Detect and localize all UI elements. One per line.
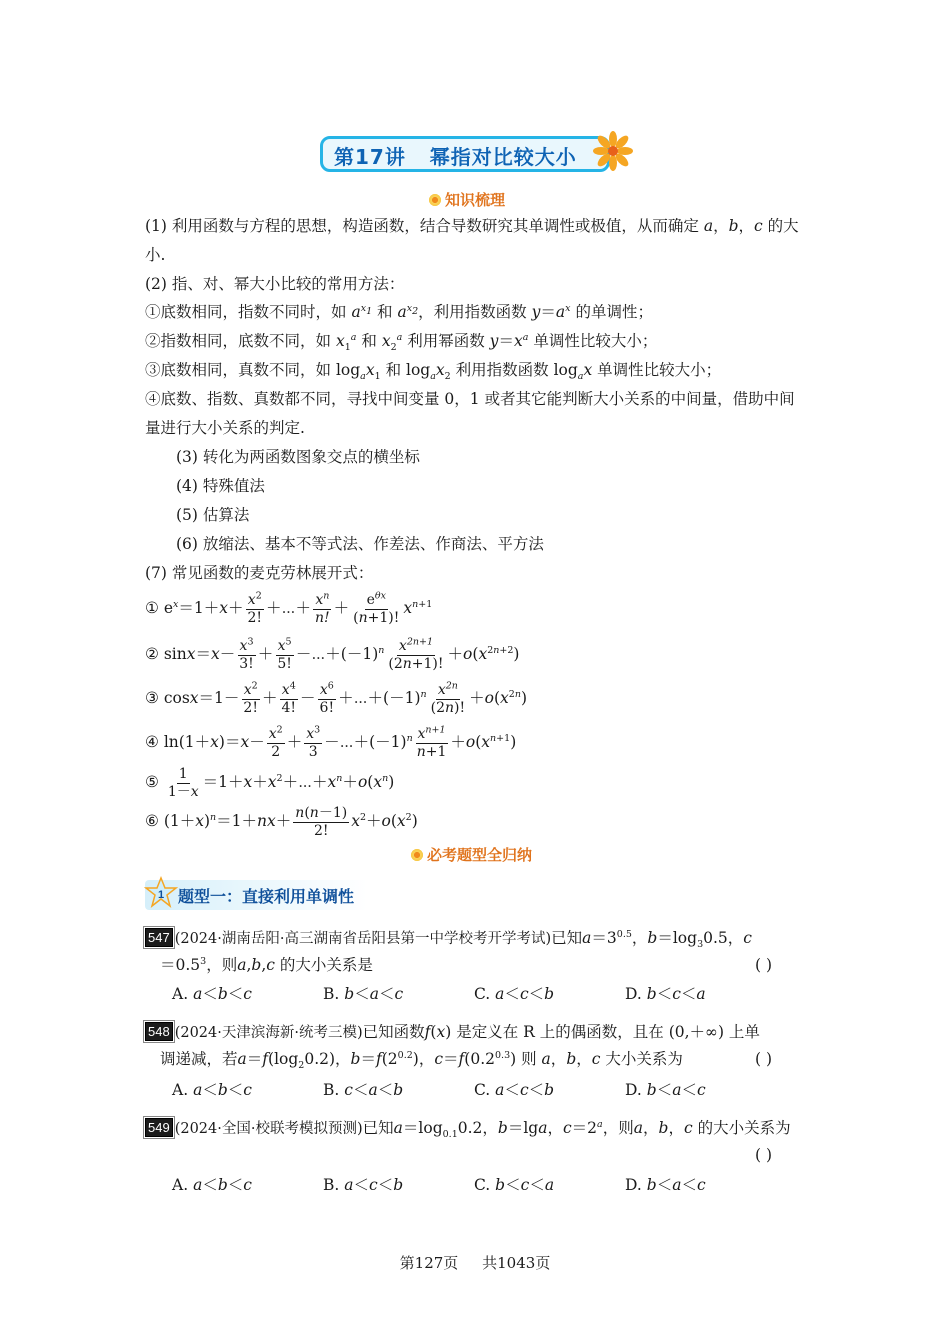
lecture-number: 第17讲 bbox=[334, 145, 406, 169]
question-number: 547 bbox=[145, 928, 173, 947]
question-549-line1: 549 (2024·全国·校联考模拟预测)已知$a=\log_{0.1}0.2$，b＝lga，$c=2^a$，则a，b，c 的大小关系为 bbox=[145, 1118, 791, 1139]
knowledge-p6: (6) 放缩法、基本不等式法、作差法、作商法、平方法 bbox=[176, 535, 544, 553]
option-c[interactable]: C. a＜c＜b bbox=[474, 1081, 555, 1099]
formula-binomial: ⑥ $(1+x)^n=1+nx+$ $\frac{n(n-1)}{2!}$ $x^2+o(x^2)$ bbox=[145, 804, 418, 839]
knowledge-p4: (4) 特殊值法 bbox=[176, 477, 265, 495]
method-1: ①底数相同，指数不同时，如 $a^{x_1}$ 和 $a^{x_2}$，利用指数函数 $y=a^x$ 的单调性； bbox=[145, 302, 653, 321]
answer-paren: ( ) bbox=[755, 1050, 773, 1068]
answer-paren: ( ) bbox=[755, 956, 773, 974]
question-547-line2: $=0.5^3$，则a,b,c 的大小关系是 bbox=[160, 955, 373, 974]
knowledge-p3: (3) 转化为两函数图象交点的横坐标 bbox=[176, 448, 420, 466]
answer-paren: ( ) bbox=[755, 1146, 773, 1164]
formula-cos: ③ cosx＝1－ $\frac{x^2}{2!}$ ＋ $\frac{x^4}{4!}$ － $\frac{x^6}{6!}$ $+\cdots+(-1)^n$ $\frac{x^{2n}}{(2n)!}$ $+o(x^{2n})$ bbox=[145, 679, 528, 716]
knowledge-p5: (5) 估算法 bbox=[176, 506, 250, 524]
star-icon bbox=[144, 876, 178, 910]
option-a[interactable]: A. a＜b＜c bbox=[172, 1081, 252, 1099]
question-number: 549 bbox=[145, 1118, 173, 1137]
question-548-line2: 调递减，若$a=f(\log_20.2)$，$b=f(2^{0.2})$，$c=f(0.2^{0.3})$ 则 a，b，c 大小关系为 bbox=[160, 1049, 683, 1072]
question-number: 548 bbox=[145, 1022, 173, 1041]
formula-sin: ② sinx＝x－ $\frac{x^3}{3!}$ ＋ $\frac{x^5}{5!}$ $-\cdots+(-1)^n$ $\frac{x^{2n+1}}{(2n+1)!}$ $+o(x^{2n+2})$ bbox=[145, 635, 520, 672]
knowledge-p1: (1) 利用函数与方程的思想，构造函数，结合导数研究其单调性或极值，从而确定 a，b，c 的大 bbox=[145, 217, 799, 235]
page-number: 第127页 bbox=[399, 1254, 459, 1272]
flower-icon bbox=[410, 848, 424, 862]
page-title bbox=[334, 141, 577, 170]
knowledge-heading: 知识梳理 bbox=[428, 189, 505, 210]
method-2: ②指数相同，底数不同，如 $x_1^a$ 和 $x_2^a$ 利用幂函数 $y=x^a$ 单调性比较大小； bbox=[145, 331, 658, 354]
lecture-name: 幂指对比较大小 bbox=[429, 145, 577, 169]
total-pages: 共1043页 bbox=[482, 1254, 551, 1272]
option-c[interactable]: C. b＜c＜a bbox=[474, 1176, 555, 1194]
option-d[interactable]: D. b＜a＜c bbox=[625, 1081, 706, 1099]
question-548-line1: 548 (2024·天津滨海新·统考三模)已知函数f(x) 是定义在 R 上的偶函数，且在 (0,＋∞) 上单 bbox=[145, 1022, 760, 1043]
flower-icon bbox=[428, 193, 442, 207]
option-d[interactable]: D. b＜c＜a bbox=[625, 985, 706, 1003]
option-a[interactable]: A. a＜b＜c bbox=[172, 1176, 252, 1194]
formula-exp: ① $e^x=1+x+$ $\frac{x^2}{2!}$ ＋⋯＋ $\frac{x^n}{n!}$ ＋ $\frac{e^{\theta x}}{(n+1)!}$ $x^{n+1}$ bbox=[145, 589, 433, 626]
method-4: ④底数、指数、真数都不同，寻找中间变量 0，1 或者其它能判断大小关系的中间量，借助中间 bbox=[145, 390, 795, 408]
option-b[interactable]: B. c＜a＜b bbox=[323, 1081, 404, 1099]
method-4-cont: 量进行大小关系的判定. bbox=[145, 419, 305, 437]
question-type-number: 1 bbox=[157, 889, 165, 901]
formula-ln: ④ ln(1＋x)＝x－ $\frac{x^2}{2}$ ＋ $\frac{x^3}{3}$ $-\cdots+(-1)^n$ $\frac{x^{n+1}}{n+1}$ $+o(x^{n+1})$ bbox=[145, 723, 517, 760]
knowledge-p7: (7) 常见函数的麦克劳林展开式： bbox=[145, 564, 374, 582]
knowledge-p2: (2) 指、对、幂大小比较的常用方法： bbox=[145, 275, 405, 293]
flower-icon bbox=[592, 130, 634, 172]
option-a[interactable]: A. a＜b＜c bbox=[172, 985, 252, 1003]
option-b[interactable]: B. a＜c＜b bbox=[323, 1176, 404, 1194]
method-3: ③底数相同，真数不同，如 $\log_ax_1$ 和 $\log_ax_2$ 利用指数函数 $\log_ax$ 单调性比较大小； bbox=[145, 361, 722, 383]
option-b[interactable]: B. b＜a＜c bbox=[323, 985, 404, 1003]
must-test-heading: 必考题型全归纳 bbox=[410, 844, 532, 865]
knowledge-p1-cont: 小. bbox=[145, 246, 166, 264]
page-footer bbox=[0, 1252, 950, 1273]
question-type-label: 题型一：直接利用单调性 bbox=[178, 887, 355, 906]
option-d[interactable]: D. b＜a＜c bbox=[625, 1176, 706, 1194]
option-c[interactable]: C. a＜c＜b bbox=[474, 985, 555, 1003]
question-547-line1: 547 (2024·湖南岳阳·高三湖南省岳阳县第一中学校考开学考试)已知$a=3^{0.5}$，$b=\log_30.5$，c bbox=[145, 928, 752, 949]
formula-geometric: ⑤ $\frac{1}{1-x}$ $=1+x+x^2+\cdots+x^n+o(x^n)$ bbox=[145, 765, 395, 800]
